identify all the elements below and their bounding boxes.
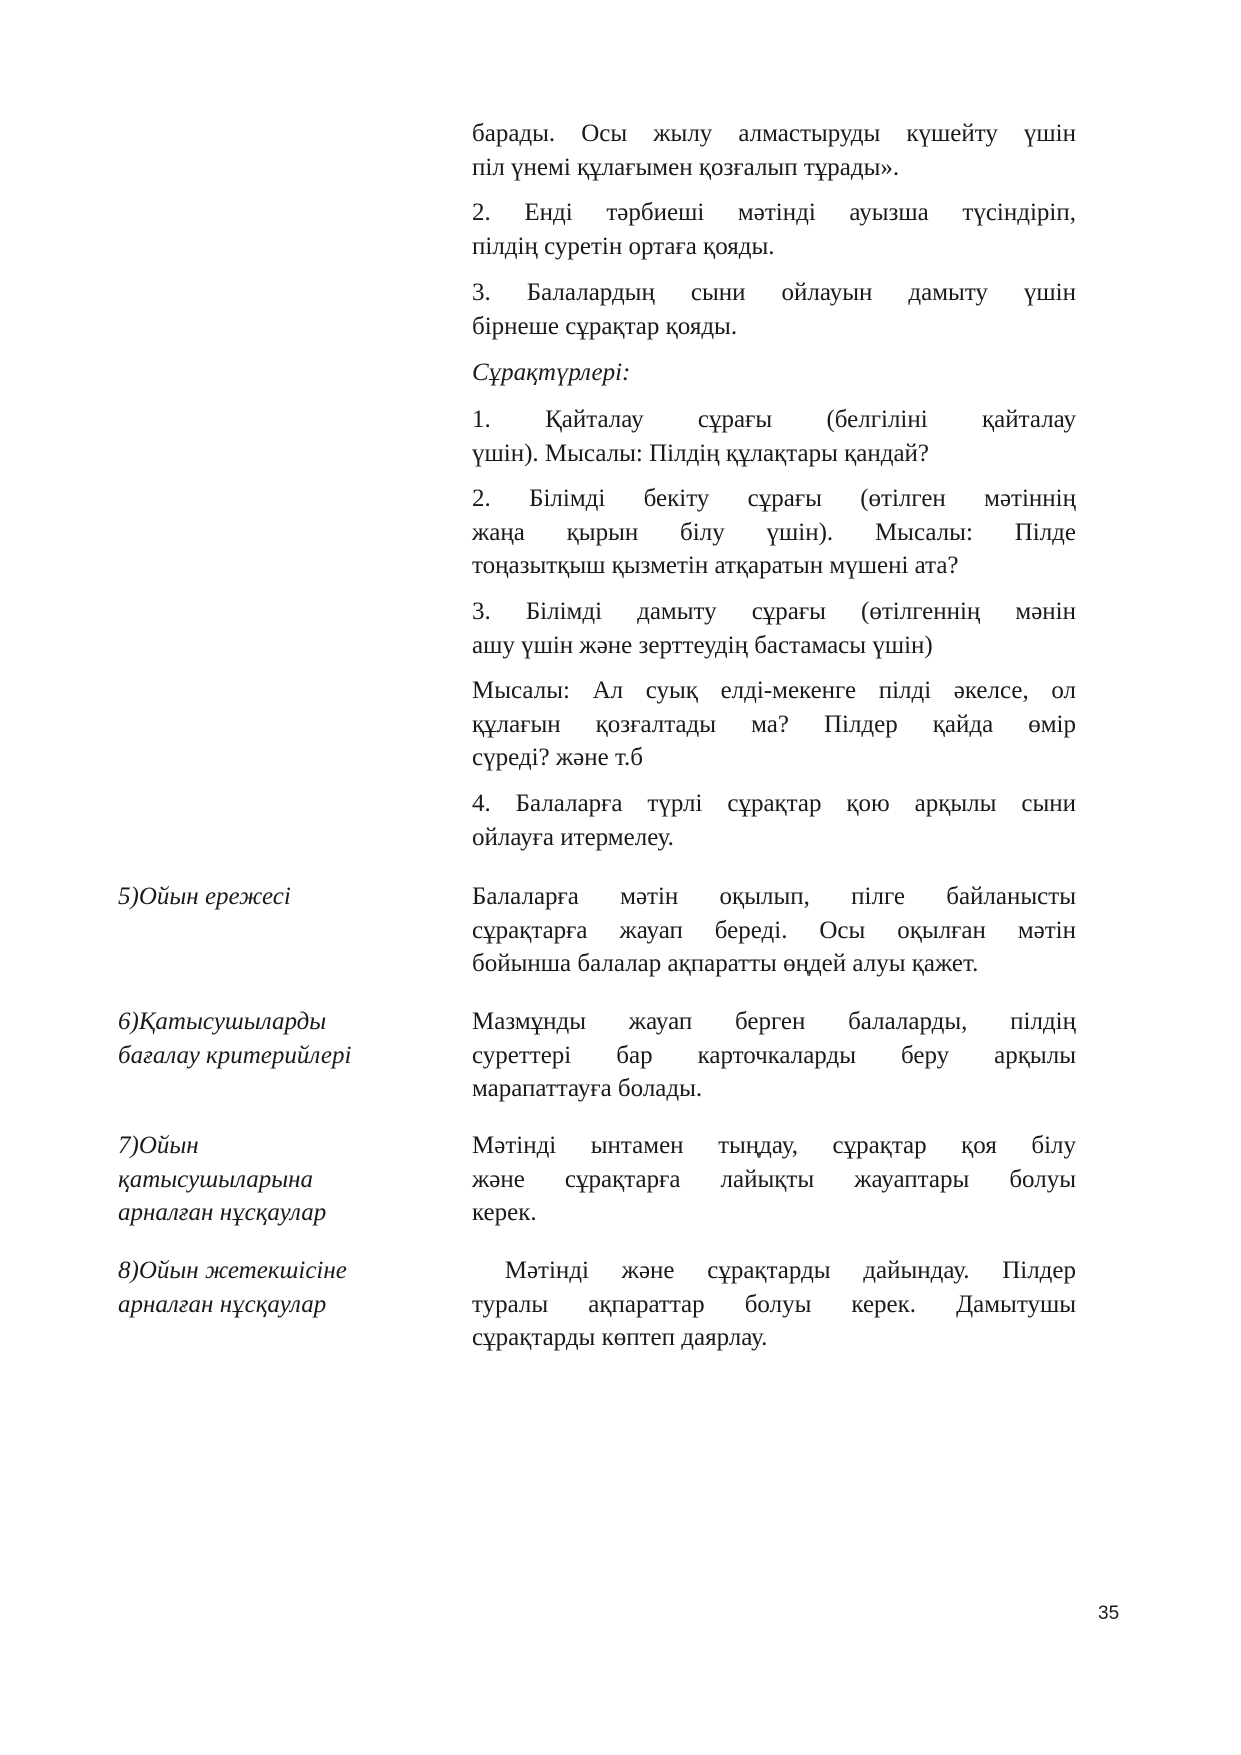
text-line: піл үнемі құлағымен қозғалып тұрады». (472, 153, 900, 181)
paragraph-step-4 (472, 787, 1076, 854)
row-label-game-rules (118, 880, 418, 914)
text-line: Балаларға мәтін оқылып, пілге байланысты (472, 883, 1076, 910)
row-label-line: 5)Ойын ережесі (118, 883, 291, 910)
text-line: Мазмұнды жауап берген балаларды, пілдің (472, 1008, 1076, 1035)
row-label-line: 8)Ойын жетекшісіне (118, 1257, 347, 1284)
paragraph-step-2 (472, 196, 1076, 263)
text-line: құлағын қозғалтады ма? Пілдер қайда өмір (472, 710, 1076, 738)
row-label-participant-instructions (118, 1129, 418, 1230)
text-line: сүреді? және т.б (472, 744, 643, 771)
text-line: 1. Қайталау сұрағы (белгіліні қайталау (472, 406, 1076, 433)
question-types-heading: Сұрақтүрлері: (472, 359, 631, 386)
row-text-game-rules (472, 880, 1076, 981)
text-line: Мәтінді ынтамен тыңдау, сұрақтар қоя білу (472, 1132, 1076, 1159)
page-number: 35 (1098, 1603, 1120, 1624)
text-line: 3. Білімді дамыту сұрағы (өтілгеннің мәнін (472, 598, 1076, 625)
text-line: 2. Білімді бекіту сұрағы (өтілген мәтіннің (472, 485, 1076, 512)
row-label-line: арналған нұсқаулар (118, 1290, 327, 1318)
paragraph-example (472, 674, 1076, 775)
text-line: сұрақтарға жауап береді. Осы оқылған мәтін (472, 916, 1076, 944)
text-line: Мысалы: Ал суық елді-мекенге пілді әкелсе, ол (472, 677, 1076, 704)
text-line: Мәтінді және сұрақтарды дайындау. Пілдер (472, 1257, 1076, 1284)
text-line: ашу үшін және зерттеудің бастамасы үшін) (472, 631, 933, 659)
row-label-line: 6)Қатысушыларды (118, 1008, 327, 1035)
text-line: ойлауға итермелеу. (472, 823, 674, 851)
text-line: 3. Балалардың сыни ойлауын дамыту үшін (472, 279, 1076, 306)
row-label-evaluation-criteria (118, 1005, 418, 1072)
question-item-2 (472, 482, 1076, 583)
text-line: барады. Осы жылу алмастыруды күшейту үшін (472, 120, 1076, 147)
text-line: пілдің суретін ортаға қояды. (472, 232, 775, 260)
text-line: үшін). Мысалы: Пілдің құлақтары қандай? (472, 439, 930, 467)
text-line: бойынша балалар ақпаратты өңдей алуы қажет. (472, 950, 979, 977)
text-line: жаңа қырын білу үшін). Мысалы: Пілде (472, 518, 1076, 546)
text-line: туралы ақпараттар болуы керек. Дамытушы (472, 1290, 1076, 1318)
row-text-participant-instructions (472, 1129, 1076, 1230)
question-item-3 (472, 595, 1076, 662)
paragraph-continuation (472, 117, 1076, 184)
text-line: тоңазытқыш қызметін атқаратын мүшені ата? (472, 552, 959, 579)
row-label-line: қатысушыларына (118, 1165, 314, 1193)
text-line: сұрақтарды көптеп даярлау. (472, 1324, 768, 1351)
text-line: бірнеше сұрақтар қояды. (472, 312, 738, 340)
row-text-evaluation-criteria (472, 1005, 1076, 1106)
text-line: 4. Балаларға түрлі сұрақтар қою арқылы сыни (472, 790, 1076, 817)
row-text-leader-instructions (472, 1254, 1076, 1355)
row-label-line: бағалау критерийлері (118, 1041, 352, 1069)
row-label-leader-instructions (118, 1254, 418, 1321)
row-label-line: 7)Ойын (118, 1132, 199, 1159)
row-label-line: арналған нұсқаулар (118, 1199, 327, 1226)
text-line: марапаттауға болады. (472, 1075, 703, 1102)
text-line: суреттері бар карточкаларды беру арқылы (472, 1041, 1076, 1069)
text-line: керек. (472, 1199, 537, 1226)
text-line: және сұрақтарға лайықты жауаптары болуы (472, 1165, 1076, 1193)
paragraph-step-3 (472, 276, 1076, 343)
question-item-1 (472, 403, 1076, 470)
text-line: 2. Енді тәрбиеші мәтінді ауызша түсіндіріп, (472, 199, 1076, 226)
